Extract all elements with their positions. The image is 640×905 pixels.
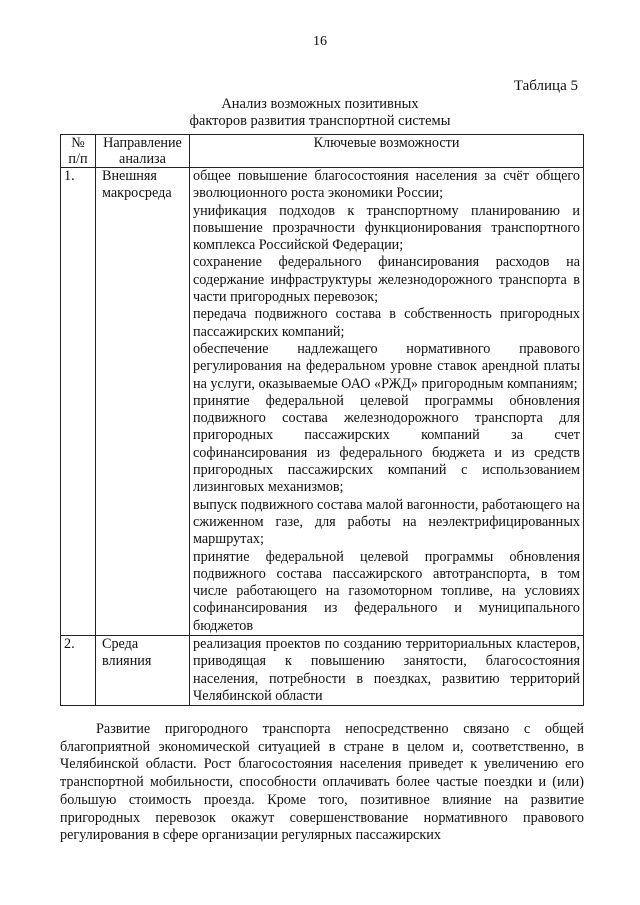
table-row xyxy=(61,636,584,706)
body-paragraph: Развитие пригородного транспорта непосредственно связано с общей благоприятной экономической ситуацией в стране в целом и, соответственно, в Челябинской области. Рост благосостояния населения приведет к увеличению его транспортной мобильности, способности оплачивать более частые поездки и (или) большую стоимость проезда. Кроме того, позитивное влияние на развитие пригородных перевозок окажут совершенствование нормативного правового регулирования в сфере организации регулярных пассажирских xyxy=(60,721,584,844)
table-header-row xyxy=(61,135,584,168)
caption-line-2: факторов развития транспортной системы xyxy=(189,113,451,129)
opportunity-item: сохранение федерального финансирования расходов на содержание инфраструктуры железнодорожного транспорта в части пригородных перевозок; xyxy=(193,254,580,306)
opportunity-item: общее повышение благосостояния населения за счёт общего эволюционного роста экономики России; xyxy=(193,168,580,202)
opportunity-item: реализация проектов по созданию территориальных кластеров, приводящая к повышению занятости, благосостояния населения, потребности в поездках, развитию территорий Челябинской области xyxy=(193,636,580,704)
row-num: 1. xyxy=(61,168,96,636)
page-number: 16 xyxy=(313,34,327,49)
table-caption xyxy=(0,96,640,130)
opportunity-item: унификация подходов к транспортному планированию и повышение прозрачности функционирования транспортного комплекса Российской Федерации; xyxy=(193,202,580,254)
row-opportunities xyxy=(190,168,584,636)
header-opportunities: Ключевые возможности xyxy=(190,135,584,168)
opportunity-item: обеспечение надлежащего нормативного правового регулирования на федеральном уровне ставок арендной платы на услуги, оказываемые ОАО «РЖД» пригородным компаниям; xyxy=(193,340,580,392)
opportunity-item: принятие федеральной целевой программы обновления подвижного состава железнодорожного транспорта для пригородных пассажирских компаний за счет софинансирования из федерального бюджета и из средств пригородных пассажирских компаний с использованием лизинговых механизмов; xyxy=(193,392,580,496)
opportunity-item: выпуск подвижного состава малой вагонности, работающего на сжиженном газе, для работы на неэлектрифицированных маршрутах; xyxy=(193,496,580,548)
row-num: 2. xyxy=(61,636,96,706)
opportunity-item: принятие федеральной целевой программы обновления подвижного состава пассажирского автотранспорта, в том числе работающего на газомоторном топливе, на условиях софинансирования из федерального и муниципального бюджетов xyxy=(193,548,580,634)
opportunity-item: передача подвижного состава в собственность пригородных пассажирских компаний; xyxy=(193,306,580,340)
caption-line-1: Анализ возможных позитивных xyxy=(221,96,419,112)
table-row xyxy=(61,168,584,636)
table-label: Таблица 5 xyxy=(513,78,578,94)
header-direction: Направление анализа xyxy=(96,135,190,168)
row-direction: Среда влияния xyxy=(96,636,190,706)
row-direction: Внешняя макросреда xyxy=(96,168,190,636)
row-opportunities xyxy=(190,636,584,706)
opportunities-table xyxy=(60,134,584,706)
header-num: № п/п xyxy=(61,135,96,168)
